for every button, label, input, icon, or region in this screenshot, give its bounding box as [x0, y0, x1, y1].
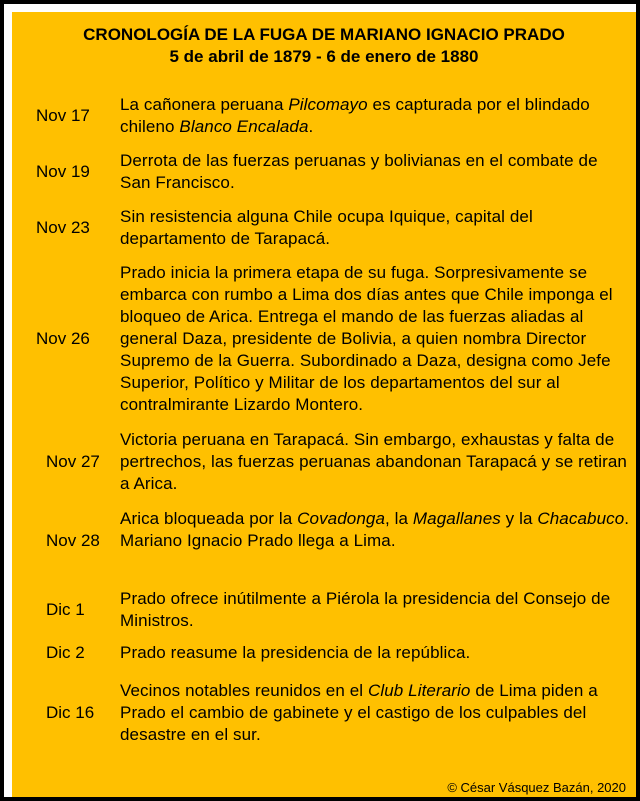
entry-date: Nov 19 [36, 162, 90, 181]
italic-text: Pilcomayo [288, 95, 368, 114]
entry-date: Nov 17 [36, 106, 90, 125]
text-segment: La cañonera peruana [120, 95, 289, 114]
text-segment: Prado ofrece inútilmente a Piérola la presidencia del Consejo de Ministros. [120, 589, 611, 630]
entry-date: Nov 26 [36, 329, 90, 348]
text-segment: Victoria peruana en Tarapacá. Sin embargo, exhaustas y falta de pertrechos, las fuerzas peruanas abandonan Tarapacá y se retiran a Arica. [120, 430, 627, 493]
text-segment: Arica bloqueada por la [120, 509, 298, 528]
entry-description [120, 642, 630, 664]
title-line-2: 5 de abril de 1879 - 6 de enero de 1880 [169, 47, 479, 66]
text-segment: Prado reasume la presidencia de la república. [120, 643, 471, 662]
text-segment: Vecinos notables reunidos en el [120, 681, 368, 700]
entry-description [120, 588, 630, 632]
text-segment: Prado inicia la primera etapa de su fuga. Sorpresivamente se embarca con rumbo a Lima dos días antes que Chile imponga el bloqueo de Arica. Entrega el mando de las fuerzas aliadas al general Daza, presidente de Bolivia, a quien nombra Director Supremo de la Guerra. Subordinado a Daza, designa como Jefe Superior, Político y Militar de los departamentos del sur al contralmirante Lizardo Montero. [120, 263, 613, 414]
italic-text: Chacabuco [537, 509, 625, 528]
entry-description [120, 94, 630, 138]
entry-description [120, 680, 630, 746]
entry-date: Dic 1 [46, 600, 85, 619]
text-segment: de Lima piden a Prado el cambio de gabinete y el castigo de los culpables del desastre en el sur. [120, 681, 598, 744]
text-segment: , la [385, 509, 413, 528]
text-segment: Mariano Ignacio Prado llega a Lima. [120, 531, 396, 550]
text-segment: . [308, 117, 314, 136]
italic-text: Club Literario [367, 681, 471, 700]
entry-description [120, 150, 630, 194]
text-segment: es capturada por el blindado chileno [120, 95, 590, 136]
text-segment: . [624, 509, 630, 528]
entry-description [120, 429, 630, 495]
title-line-1: CRONOLOGÍA DE LA FUGA DE MARIANO IGNACIO PRADO [83, 25, 565, 44]
text-segment: y la [500, 509, 538, 528]
text-segment: Sin resistencia alguna Chile ocupa Iquique, capital del departamento de Tarapacá. [120, 207, 533, 248]
italic-text: Covadonga [297, 509, 385, 528]
text-segment: Derrota de las fuerzas peruanas y bolivianas en el combate de San Francisco. [120, 151, 598, 192]
italic-text: Blanco Encalada [179, 117, 309, 136]
entry-date: Dic 16 [46, 703, 95, 722]
chronology-panel [12, 12, 636, 797]
entry-description [120, 262, 630, 416]
entry-date: Dic 2 [46, 643, 85, 662]
copyright-footer: © César Vásquez Bazán, 2020 [447, 780, 626, 795]
entry-date: Nov 27 [46, 452, 100, 471]
entry-description [120, 508, 630, 552]
entry-description [120, 206, 630, 250]
italic-text: Magallanes [412, 509, 501, 528]
entry-date: Nov 28 [46, 531, 100, 550]
entry-date: Nov 23 [36, 218, 90, 237]
page-title [12, 24, 636, 68]
